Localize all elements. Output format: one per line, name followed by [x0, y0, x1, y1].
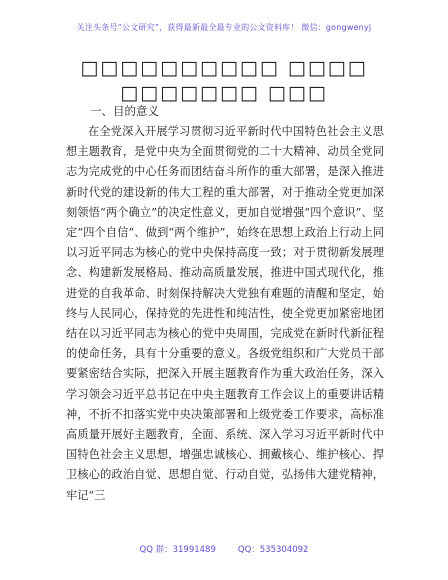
footer-qq-group-2: QQ：535304092 [237, 545, 309, 555]
footer-qq-group-1: QQ 群：31991489 [139, 545, 216, 555]
header-note: 关注头条号“公文研究”，获得最新最全最专业的公文资料库！ 微信：gongwenyj [76, 23, 372, 32]
document-title: □□□□□□□□□□ □□□□ □□□□□□□ □□□ [80, 57, 368, 104]
body-paragraph: 在全党深入开展学习贯彻习近平新时代中国特色社会主义思想主题教育，是党中央为全面贯彻党的二十大精神、动员全党同志为完成党的中心任务而团结奋斗所作的重大部署，是深入推进新时代党的建设新的伟大工程的重大部署，对于推动全党更加深刻领悟“两个确立”的决定性意义，更加自觉增强“四个意识”、坚定“四个自信”、做到“两个维护”，始终在思想上政治上行动上同以习近平同志为核心的党中央保持高度一致；对于贯彻新发展理念、构建新发展格局、推动高质量发展，推进中国式现代化，推进党的自我革命、时刻保持解决大党独有难题的清醒和坚定，始终与人民同心，保持党的先进性和纯洁性，使全党更加紧密地团结在以习近平同志为核心的党中央周围，完成党在新时代新征程的使命任务，具有十分重要的意义。各级党组织和广大党员干部要紧密结合实际，把深入开展主题教育作为重大政治任务，深入学习领会习近平总书记在中央主题教育工作会议上的重要讲话精神，不折不扣落实党中央决策部署和上级党委工作要求，高标准高质量开展好主题教育，全面、系统、深入学习习近平新时代中国特色社会主义思想，增强忠诚核心、拥戴核心、维护核心、捍卫核心的政治自觉、思想自觉、行动自觉，弘扬伟大建党精神，牢记“三 [66, 125, 384, 502]
section-heading: 一、目的意义 [90, 104, 159, 118]
footer-contact [0, 543, 448, 555]
